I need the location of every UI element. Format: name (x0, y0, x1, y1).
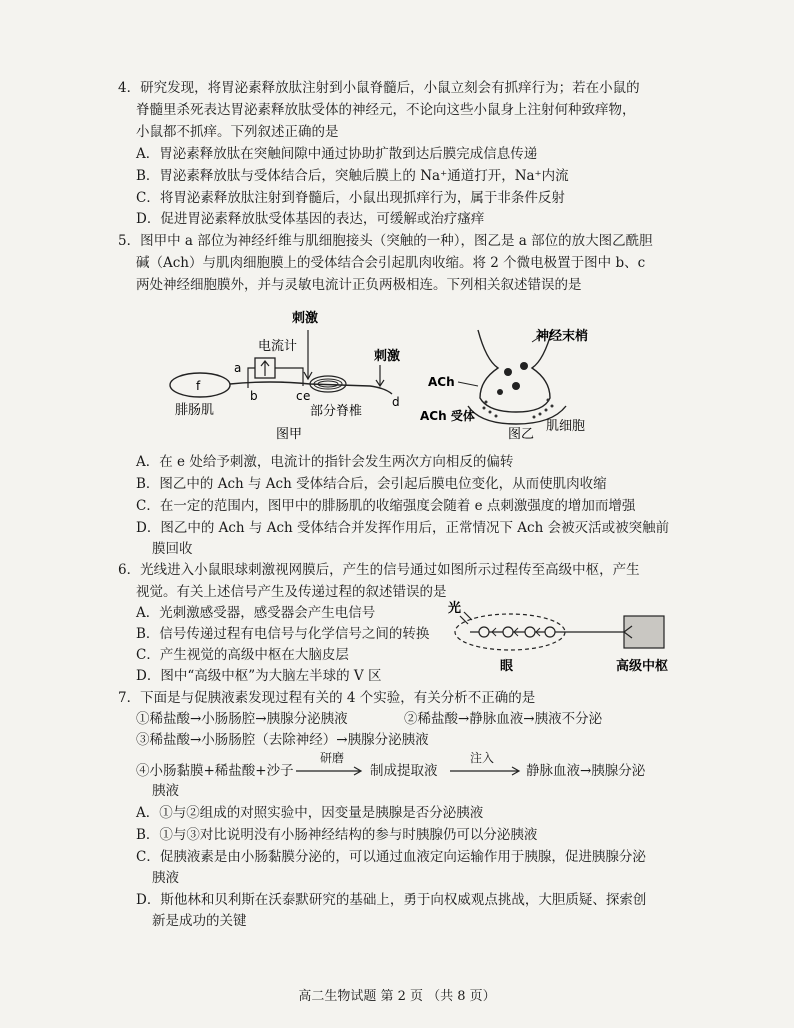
q6-option-a: A．光刺激感受器，感受器会产生电信号 (136, 605, 376, 621)
q6-option-c: C．产生视觉的高级中枢在大脑皮层 (136, 647, 349, 663)
q7-stem: 7．下面是与促胰液素发现过程有关的 4 个实验，有关分析不正确的是 (118, 690, 536, 706)
fig6-center-label: 高级中枢 (616, 659, 669, 674)
fig1-label-c: c (296, 389, 303, 403)
fig2-caption: 图乙 (508, 427, 535, 442)
q7-option-d-cont: 新是成功的关键 (152, 913, 247, 929)
q7-experiment-1: ①稀盐酸→小肠肠腔→胰腺分泌胰液 (136, 711, 348, 727)
fig1-label-a: a (234, 361, 242, 375)
fig1-spine-label: 部分脊椎 (310, 404, 363, 419)
q5-option-d-cont: 膜回收 (152, 541, 193, 557)
fig2-muscle-cell-label: 肌细胞 (546, 419, 586, 434)
q7-experiment-3: ③稀盐酸→小肠肠腔（去除神经）→胰腺分泌胰液 (136, 732, 429, 748)
q5-stem-line3: 两处神经细胞膜外，并与灵敏电流计正负两极相连。下列相关叙述错误的是 (136, 277, 582, 293)
q7-experiment-4-part3: 静脉血液→胰腺分泌 (526, 763, 646, 779)
q7-arrow-inject (450, 766, 522, 776)
fig1-muscle-label: 腓肠肌 (175, 403, 215, 418)
q6-stem-line2: 视觉。有关上述信号产生及传递过程的叙述错误的是 (136, 584, 447, 600)
q5-option-b: B．图乙中的 Ach 与 Ach 受体结合后，会引起后膜电位变化，从而使肌肉收缩 (136, 476, 607, 492)
fig2-ending-label: 神经末梢 (536, 329, 589, 344)
figure-yi (420, 320, 628, 445)
q4-option-d: D．促进胃泌素释放肽受体基因的表达，可缓解或治疗瘙痒 (136, 211, 485, 227)
fig1-label-f: f (196, 379, 201, 393)
fig2-receptor-label: ACh 受体 (420, 409, 475, 423)
fig1-stim-right-label: 刺激 (374, 349, 401, 364)
q7-option-c-cont: 胰液 (152, 870, 179, 886)
q5-option-a: A．在 e 处给予刺激，电流计的指针会发生两次方向相反的偏转 (136, 454, 514, 470)
q7-experiment-2: ②稀盐酸→静脉血液→胰液不分泌 (404, 711, 603, 727)
fig1-label-e: e (303, 389, 311, 403)
q4-stem-line2: 脊髓里杀死表达胃泌素释放肽受体的神经元，不论向这些小鼠身上注射何种致痒物， (136, 102, 636, 118)
q6-option-d: D．图中“高级中枢”为大脑左半球的 V 区 (136, 668, 382, 684)
fig1-meter-label: 电流计 (258, 339, 298, 354)
fig1-label-d: d (392, 395, 400, 409)
fig1-caption: 图甲 (276, 427, 303, 442)
q7-option-b: B．①与③对比说明没有小肠神经结构的参与时胰腺仍可以分泌胰液 (136, 827, 538, 843)
q7-arrow-grind (296, 766, 364, 776)
fig6-eye-label: 眼 (500, 659, 514, 674)
q7-arrow-inject-label: 注入 (470, 751, 495, 765)
q5-option-c: C．在一定的范围内，图甲中的腓肠肌的收缩强度会随着 e 点刺激强度的增加而增强 (136, 498, 636, 514)
q4-option-a: A．胃泌素释放肽在突触间隙中通过协助扩散到达后膜完成信息传递 (136, 146, 538, 162)
fig2-ach-label: ACh (428, 375, 455, 389)
q7-experiment-4-part1: ④小肠黏膜+稀盐酸+沙子 (136, 763, 294, 779)
q7-option-d: D．斯他林和贝利斯在沃泰默研究的基础上，勇于向权威观点挑战，大胆质疑、探索创 (136, 892, 647, 908)
q7-arrow-grind-label: 研磨 (320, 751, 345, 765)
q4-stem-line1: 4．研究发现，将胃泌素释放肽注射到小鼠脊髓后，小鼠立刻会有抓痒行为；若在小鼠的 (118, 80, 640, 96)
fig6-light-label: 光 (448, 601, 462, 616)
q6-stem-line1: 6．光线进入小鼠眼球刺激视网膜后，产生的信号通过如图所示过程传至高级中枢，产生 (118, 562, 640, 578)
q7-option-a: A．①与②组成的对照实验中，因变量是胰腺是否分泌胰液 (136, 805, 484, 821)
q7-experiment-4-part4: 胰液 (152, 783, 179, 799)
page-footer: 高二生物试题 第 2 页 （共 8 页） (298, 989, 496, 1004)
q4-option-c: C．将胃泌素释放肽注射到脊髓后，小鼠出现抓痒行为，属于非条件反射 (136, 190, 565, 206)
q4-option-b: B．胃泌素释放肽与受体结合后，突触后膜上的 Na⁺通道打开，Na⁺内流 (136, 168, 569, 184)
q7-option-c: C．促胰液素是由小肠黏膜分泌的，可以通过血液定向运输作用于胰腺，促进胰腺分泌 (136, 849, 646, 865)
q5-option-d: D．图乙中的 Ach 与 Ach 受体结合并发挥作用后，正常情况下 Ach 会被灭活或被突触前 (136, 520, 670, 536)
fig1-stim-top-label: 刺激 (292, 311, 319, 326)
figure-visual-pathway (448, 598, 678, 678)
q5-stem-line2: 碱（Ach）与肌肉细胞膜上的受体结合会引起肌肉收缩。将 2 个微电极置于图中 b、c (136, 255, 646, 271)
q4-stem-line3: 小鼠都不抓痒。下列叙述正确的是 (136, 124, 339, 140)
q7-experiment-4-part2: 制成提取液 (370, 763, 438, 779)
q5-stem-line1: 5．图甲中 a 部位为神经纤维与肌细胞接头（突触的一种），图乙是 a 部位的放大图乙酰胆 (118, 233, 653, 249)
fig1-label-b: b (250, 389, 258, 403)
q6-option-b: B．信号传递过程有电信号与化学信号之间的转换 (136, 626, 430, 642)
figure-jia (160, 300, 410, 450)
